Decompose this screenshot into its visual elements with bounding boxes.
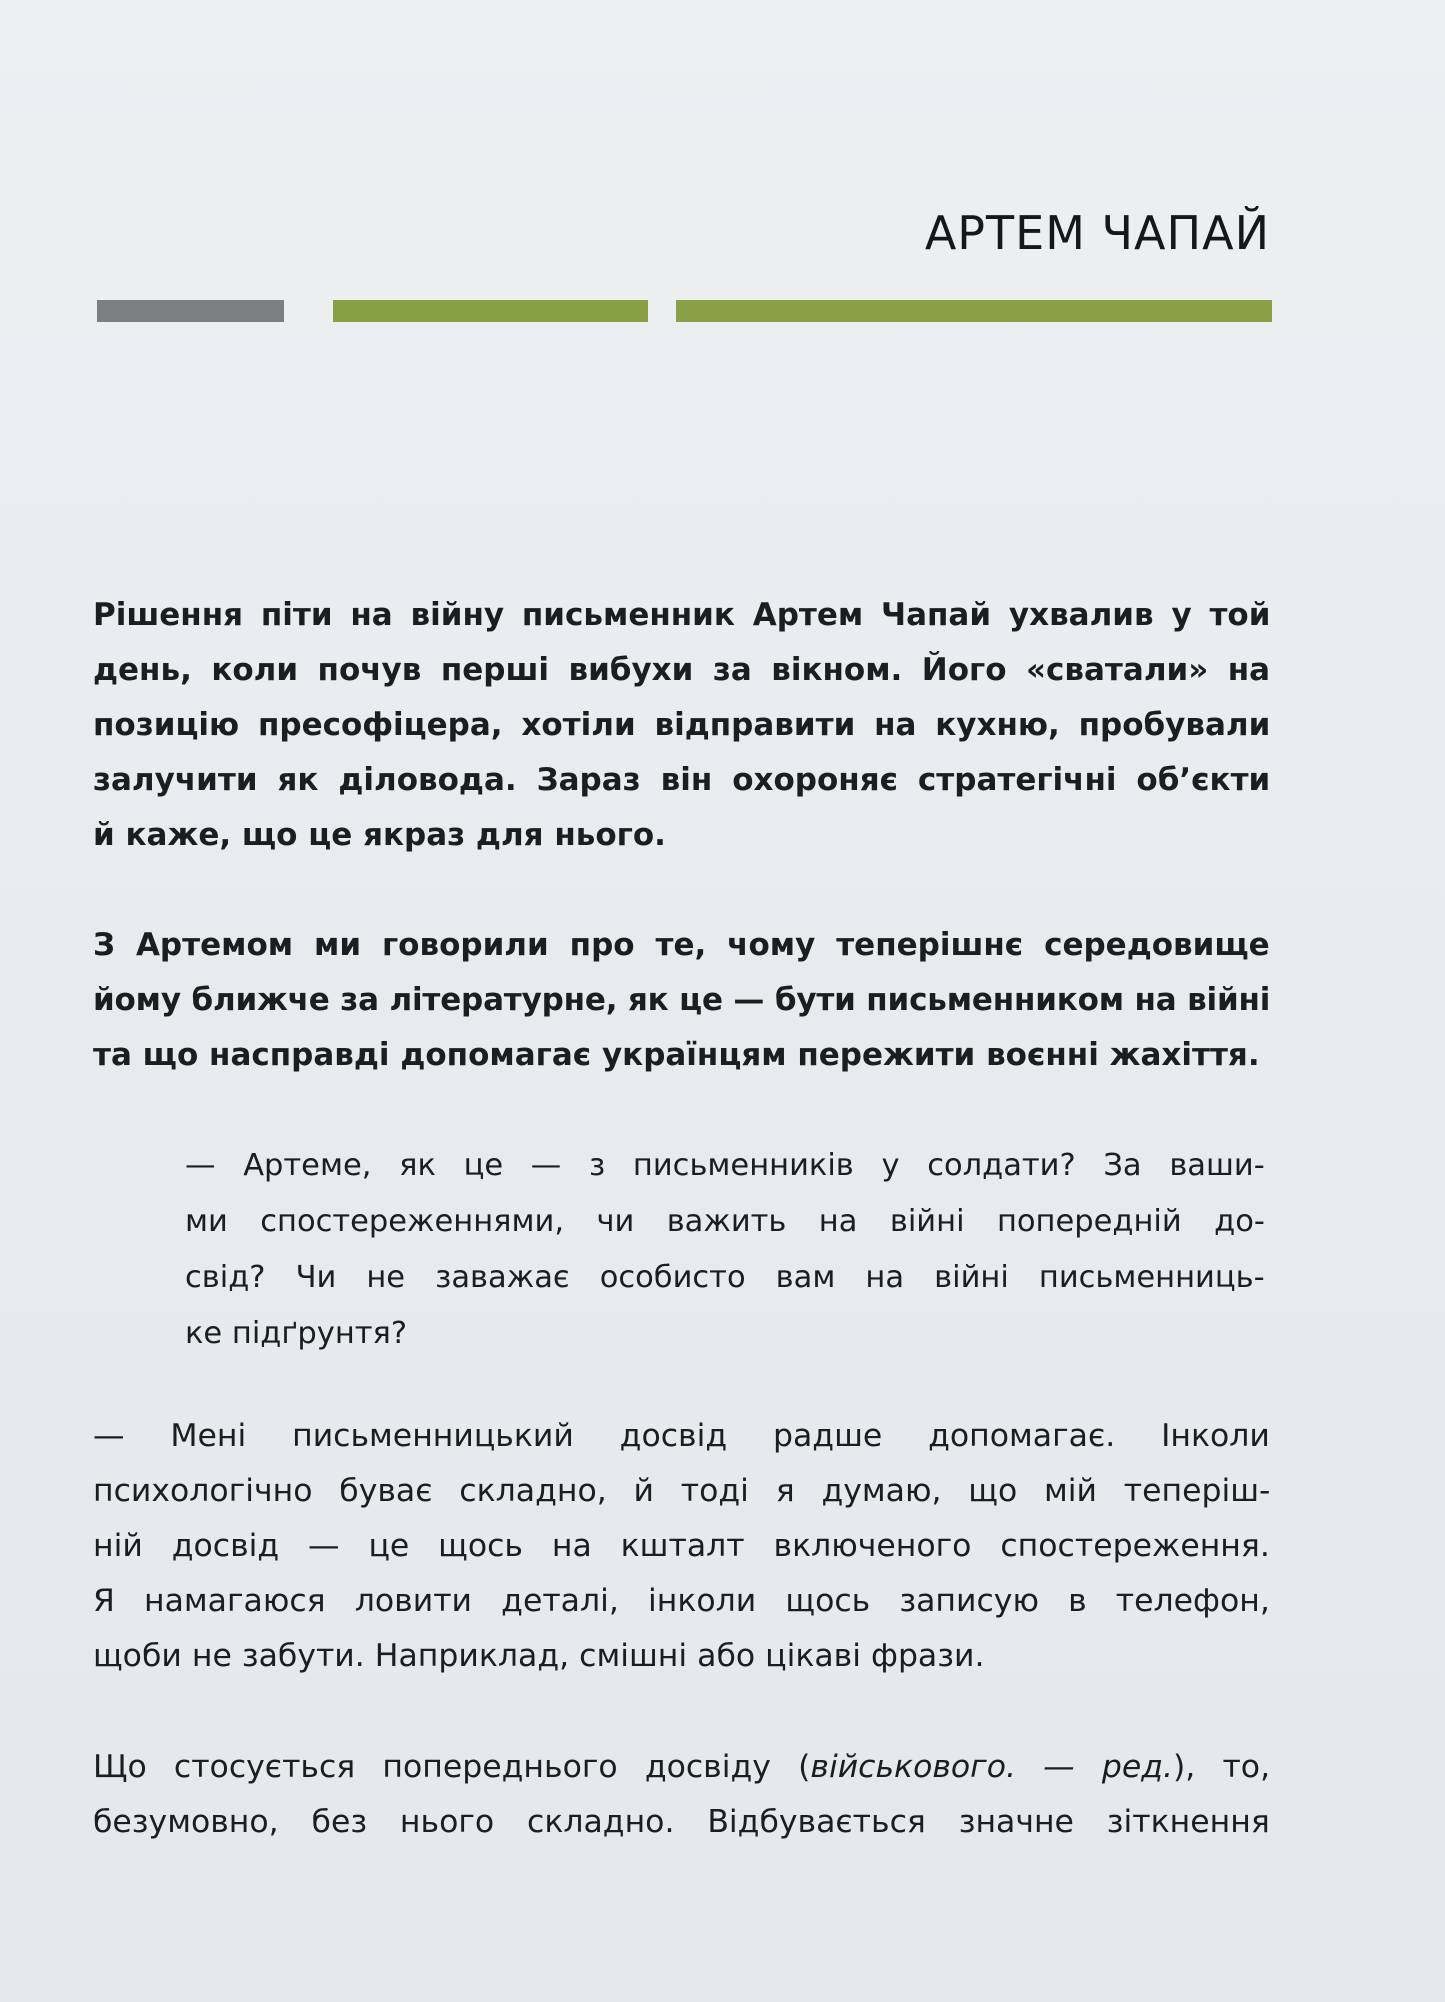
text-line: безумовно, без нього складно. Відбувається значне зіткнення (93, 1804, 1270, 1840)
text-line: — Мені письменницький досвід радше допомагає. Інколи (93, 1418, 1270, 1454)
text-line: ми спостереженнями, чи важить на війні попередній до- (185, 1204, 1265, 1239)
editor-note: військового. — ред. (810, 1749, 1173, 1785)
text-line: ке підґрунтя? (185, 1316, 408, 1351)
text-line: йому ближче за літературне, як це — бути письменником на війні (93, 982, 1271, 1018)
intro-paragraph-1 (93, 588, 1270, 863)
chapter-title: АРТЕМ ЧАПАЙ (924, 206, 1270, 260)
text-segment: Що стосується попереднього досвіду ( (93, 1749, 811, 1785)
interview-answer (93, 1409, 1270, 1684)
text-line: свід? Чи не заважає особисто вам на війні письменниць- (185, 1260, 1265, 1295)
interview-question (185, 1138, 1265, 1362)
text-line: щоби не забути. Наприклад, смішні або цікаві фрази. (93, 1638, 985, 1674)
text-line: й каже, що це якраз для нього. (93, 817, 666, 853)
text-line: та що насправді допомагає українцям пережити воєнні жахіття. (93, 1037, 1260, 1073)
text-line: — Артеме, як це — з письменників у солдати? За ваши- (185, 1148, 1265, 1183)
text-line: день, коли почув перші вибухи за вікном. Його «сватали» на (93, 652, 1271, 688)
text-line: Я намагаюся ловити деталі, інколи щось записую в телефон, (93, 1583, 1270, 1619)
decorative-bar-green-long (676, 300, 1272, 322)
text-segment: ), то, (1173, 1749, 1271, 1785)
text-line: позицію пресофіцера, хотіли відправити на кухню, пробували (93, 707, 1271, 743)
text-line: залучити як діловода. Зараз він охороняє стратегічні об’єкти (93, 762, 1271, 798)
text-line: З Артемом ми говорили про те, чому теперішнє середовище (93, 927, 1270, 963)
text-line: психологічно буває складно, й тоді я думаю, що мій теперіш- (93, 1473, 1271, 1509)
answer-continuation (93, 1740, 1270, 1850)
text-line: ній досвід — це щось на кшталт включеного спостереження. (93, 1528, 1270, 1564)
decorative-bar-gray (97, 300, 284, 322)
text-line: Рішення піти на війну письменник Артем Чапай ухвалив у той (93, 597, 1271, 633)
text-line (93, 1740, 1270, 1795)
intro-paragraph-2 (93, 918, 1270, 1083)
decorative-bar-green-short (333, 300, 648, 322)
